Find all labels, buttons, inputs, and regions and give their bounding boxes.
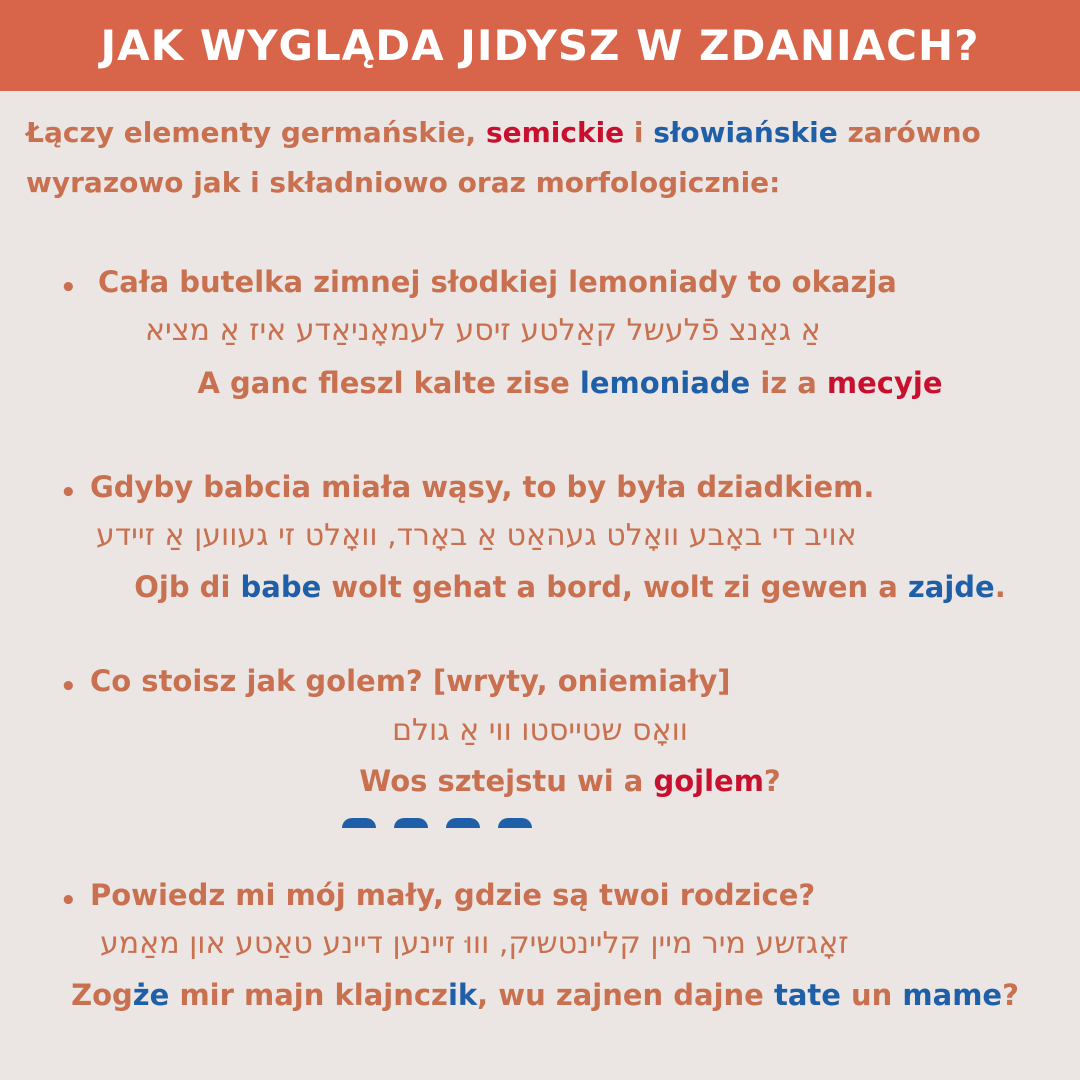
intro-part: i xyxy=(624,116,654,149)
translit-part: iz a xyxy=(750,366,827,400)
page-title: JAK WYGLĄDA JIDYSZ W ZDANIACH? xyxy=(100,21,980,70)
slavic-word: że xyxy=(132,978,170,1012)
yiddish-transliteration xyxy=(0,978,1080,1012)
decorative-marks xyxy=(342,818,564,828)
semitic-word: mecyje xyxy=(826,366,943,400)
bullet-icon: • xyxy=(60,672,77,702)
intro-part: zarówno wyrazowo jak i składniowo oraz morfologicznie: xyxy=(26,116,981,199)
slavic-word: zajde xyxy=(907,570,995,604)
semitic-word: gojlem xyxy=(653,764,764,798)
translit-part: A ganc fleszl kalte zise xyxy=(197,366,580,400)
translit-part: . xyxy=(994,570,1006,604)
title-banner xyxy=(0,0,1080,91)
slavic-word: słowiańskie xyxy=(653,116,838,149)
yiddish-hebrew-script: וואָס שטייסטו ווי אַ גולם xyxy=(392,713,688,748)
bullet-icon: • xyxy=(60,886,77,916)
translit-part: wolt gehat a bord, wolt zi gewen a xyxy=(321,570,908,604)
intro-part: Łączy elementy germańskie, xyxy=(26,116,486,149)
slavic-word: mame xyxy=(902,978,1003,1012)
translit-part: mir majn klajncz xyxy=(169,978,448,1012)
slavic-word: tate xyxy=(773,978,841,1012)
yiddish-transliteration xyxy=(0,366,1080,400)
slavic-word: lemoniade xyxy=(579,366,751,400)
yiddish-transliteration xyxy=(0,570,1080,604)
polish-sentence: Cała butelka zimnej słodkiej lemoniady to okazja xyxy=(98,265,897,299)
yiddish-hebrew-script: זאָגזשע מיר מיין קליינטשיק, וווּ זיינען דיינע טאַטע און מאַמע xyxy=(100,926,849,961)
translit-part: Wos sztejstu wi a xyxy=(359,764,654,798)
polish-sentence: Gdyby babcia miała wąsy, to by była dziadkiem. xyxy=(90,470,875,504)
yiddish-hebrew-script: אויב די באָבע וואָלט געהאַט אַ באָרד, וואָלט זי געווען אַ זיידע xyxy=(96,518,857,553)
translit-part: Ojb di xyxy=(134,570,241,604)
bullet-icon: • xyxy=(60,478,77,508)
semitic-word: semickie xyxy=(485,116,625,149)
translit-part: un xyxy=(840,978,903,1012)
translit-part: ? xyxy=(1002,978,1019,1012)
translit-part: ? xyxy=(763,764,781,798)
translit-part: , wu zajnen dajne xyxy=(477,978,774,1012)
slavic-word: ik xyxy=(447,978,478,1012)
translit-part: Zog xyxy=(71,978,133,1012)
slavic-word: babe xyxy=(240,570,322,604)
bullet-icon: • xyxy=(60,273,77,303)
polish-sentence: Co stoisz jak golem? [wryty, oniemiały] xyxy=(90,664,731,698)
yiddish-transliteration xyxy=(0,764,1080,798)
intro-text xyxy=(26,108,1066,208)
yiddish-hebrew-script: אַ גאַנצ פֿלעשל קאַלטע זיסע לעמאָניאַדע איז אַ מציא xyxy=(145,313,821,348)
polish-sentence: Powiedz mi mój mały, gdzie są twoi rodzice? xyxy=(90,878,816,912)
